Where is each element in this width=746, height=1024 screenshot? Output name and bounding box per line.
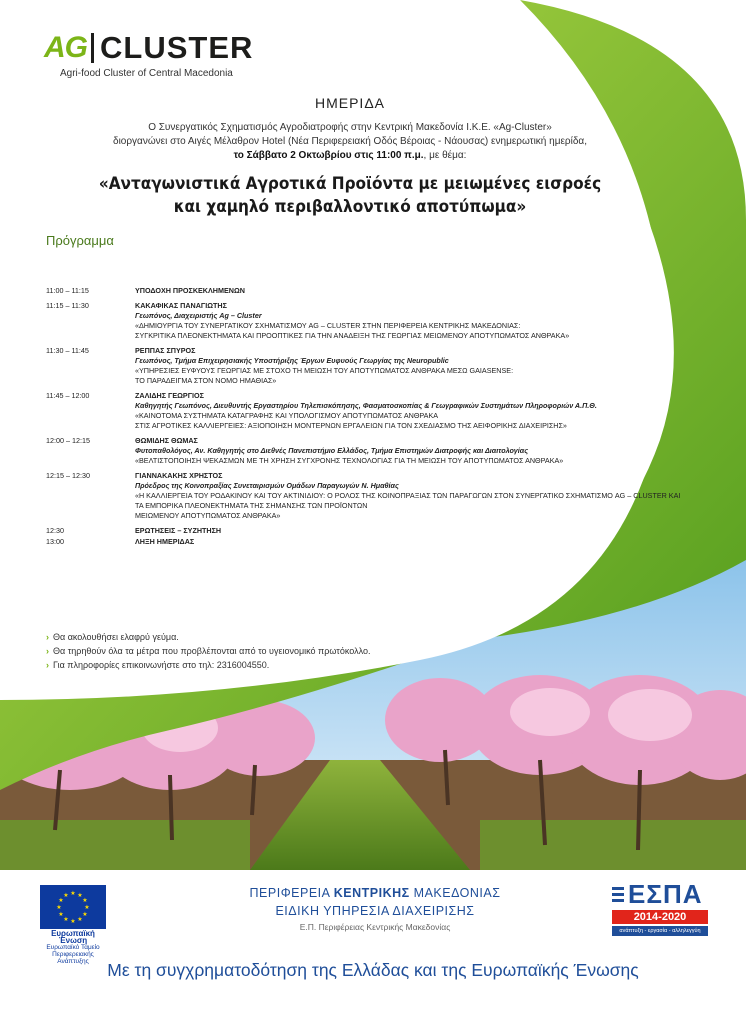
- operational-program: Ε.Π. Περιφέρειας Κεντρικής Μακεδονίας: [299, 922, 451, 932]
- schedule-name: ΓΙΑΝΝΑΚΑΚΗΣ ΧΡΗΣΤΟΣ: [135, 471, 223, 480]
- schedule-topic: «ΔΗΜΙΟΥΡΓΙΑ ΤΟΥ ΣΥΝΕΡΓΑΤΙΚΟΥ ΣΧΗΜΑΤΙΣΜΟΥ AG – CLUSTER ΣΤΗΝ ΠΕΡΙΦΕΡΕΙΑ ΚΕΝΤΡΙΚΗΣ ΜΑΚΕΔΟΝΙΑΣ:: [135, 321, 521, 330]
- schedule-role: Φυτοπαθολόγος, Αν. Καθηγητής στο Διεθνές Πανεπιστήμιο Ελλάδος, Τμήμα Επιστημών Διατροφής και Διαιτολογίας: [135, 446, 529, 455]
- eu-fund-line-1: Ευρωπαϊκό Ταμείο: [46, 944, 100, 951]
- headline-line-1: «Ανταγωνιστικά Αγροτικά Προϊόντα με μειωμένες εισροές: [98, 174, 602, 194]
- espa-logo: [612, 880, 708, 936]
- grass-strip-left: [0, 820, 250, 870]
- intro-suffix: , με θέμα:: [423, 150, 467, 161]
- schedule-row: [46, 537, 686, 547]
- grass-strip-right: [480, 820, 746, 870]
- logo-ag: AG: [44, 31, 87, 64]
- eu-flag-icon: [40, 885, 106, 929]
- intro-date: το Σάββατο 2 Οκτωβρίου στις 11:00 π.μ.: [233, 150, 424, 161]
- program-schedule: [46, 286, 686, 552]
- chevron-right-icon: ›: [46, 660, 49, 670]
- schedule-role: Καθηγητής Γεωπόνος, Διευθυντής Εργαστηρίου Τηλεπισκόπησης, Φασματοσκοπίας & Γεωγραφικών Συστημάτων Πληροφοριών Α.Π.Θ.: [135, 401, 597, 410]
- schedule-name: ΚΑΚΑΦΙΚΑΣ ΠΑΝΑΓΙΩΤΗΣ: [135, 301, 227, 310]
- event-title: ΗΜΕΡΙΔΑ: [314, 95, 386, 111]
- headline-line-2: και χαμηλό περιβαλλοντικό αποτύπωμα»: [173, 197, 527, 217]
- logo-divider: [91, 33, 94, 63]
- schedule-topic: «ΥΠΗΡΕΣΙΕΣ ΕΥΦΥΟΥΣ ΓΕΩΡΓΙΑΣ ΜΕ ΣΤΟΧΟ ΤΗ ΜΕΙΩΣΗ ΤΟΥ ΑΠΟΤΥΠΩΜΑΤΟΣ ΑΝΘΡΑΚΑ ΜΕΣΩ GAIASENSE:: [135, 366, 514, 375]
- svg-text:★: ★: [56, 904, 62, 911]
- schedule-topic: ΣΥΓΚΡΙΤΙΚΑ ΠΛΕΟΝΕΚΤΗΜΑΤΑ ΚΑΙ ΠΡΟΟΠΤΙΚΕΣ ΓΙΑ ΤΗΝ ΑΝΑΔΕΙΞΗ ΤΗΣ ΓΕΩΡΓΙΑΣ ΜΕΙΩΜΕΝΟΥ ΑΠΟΤΥΠΩΜΑΤΟΣ ΑΝΘΡΑΚΑ»: [135, 331, 570, 340]
- schedule-topic: «Η ΚΑΛΛΙΕΡΓΕΙΑ ΤΟΥ ΡΟΔΑΚΙΝΟΥ ΚΑΙ ΤΟΥ ΑΚΤΙΝΙΔΙΟΥ: Ο ΡΟΛΟΣ ΤΗΣ ΚΟΙΝΟΠΡΑΞΙΑΣ ΤΩΝ ΠΑΡΑΓΩΓΩΝ ΣΤΟΝ ΣΥΝΕΡΓΑΤΙΚΟ ΣΧΗΜΑΤΙΣΜΟ AG – CLUSTER ΚΑΙ ΤΑ ΕΜΠΟΡΙΚΑ ΠΛΕΟΝΕΚΤΗΜΑΤΑ ΤΗΣ ΣΗΜΑΝΣΗΣ ΤΩΝ ΠΡΟΪΟΝΤΩΝ: [135, 491, 681, 510]
- region-post: ΜΑΚΕΔΟΝΙΑΣ: [409, 886, 501, 900]
- svg-text:★: ★: [63, 916, 69, 923]
- region-name: [210, 886, 540, 900]
- schedule-row: [46, 436, 686, 466]
- svg-text:★: ★: [70, 890, 76, 897]
- schedule-row: [46, 526, 686, 536]
- schedule-time: 13:00: [46, 537, 64, 546]
- intro-line-2: διοργανώνει στο Αιγές Μέλαθρον Hotel (Νέα Περιφερειακή Οδός Βέροιας - Νάουσας) ενημερωτική ημερίδα,: [113, 136, 587, 147]
- intro-line-3: [40, 149, 660, 163]
- schedule-topic: ΜΕΙΩΜΕΝΟΥ ΑΠΟΤΥΠΩΜΑΤΟΣ ΑΝΘΡΑΚΑ»: [135, 511, 281, 520]
- region-bold: ΚΕΝΤΡΙΚΗΣ: [333, 886, 410, 900]
- svg-text:★: ★: [58, 911, 64, 918]
- svg-text:★: ★: [63, 892, 69, 899]
- svg-text:★: ★: [84, 904, 90, 911]
- logo-subtitle: Agri-food Cluster of Central Macedonia: [60, 68, 233, 79]
- schedule-row: [46, 301, 686, 341]
- schedule-role: Γεωπόνος, Τμήμα Επιχειρησιακής Υποστήριξης Έργων Ευφυούς Γεωργίας της Neuropublic: [135, 356, 449, 365]
- ag-cluster-logo: [44, 28, 253, 68]
- logo-cluster: CLUSTER: [100, 30, 254, 65]
- schedule-time: 11:00 – 11:15: [46, 286, 89, 295]
- event-intro: [40, 121, 660, 163]
- svg-text:★: ★: [82, 911, 88, 918]
- schedule-time: 12:00 – 12:15: [46, 436, 90, 445]
- svg-text:★: ★: [77, 916, 83, 923]
- schedule-name: ΛΗΞΗ ΗΜΕΡΙΔΑΣ: [135, 537, 195, 546]
- schedule-name: ΖΑΛΙΔΗΣ ΓΕΩΡΓΙΟΣ: [135, 391, 204, 400]
- espa-flag-icon: [612, 887, 624, 905]
- note-text: Για πληροφορίες επικοινωνήστε στο τηλ: 2316004550.: [53, 660, 270, 670]
- espa-title-text: ΕΣΠΑ: [628, 879, 703, 909]
- note-text: Θα ακολουθήσει ελαφρύ γεύμα.: [53, 632, 179, 642]
- schedule-row: [46, 471, 686, 521]
- svg-text:★: ★: [58, 897, 64, 904]
- event-headline: [40, 173, 660, 219]
- schedule-name: ΕΡΩΤΗΣΕΙΣ – ΣΥΖΗΤΗΣΗ: [135, 526, 222, 535]
- schedule-topic: ΣΤΙΣ ΑΓΡΟΤΙΚΕΣ ΚΑΛΛΙΕΡΓΕΙΕΣ: ΑΞΙΟΠΟΙΗΣΗ ΜΟΝΤΕΡΝΩΝ ΕΡΓΑΛΕΙΩΝ ΓΙΑ ΤΟΝ ΣΧΕΔΙΑΣΜΟ ΤΗΣ ΑΕΙΦΟΡΙΚΗΣ ΔΙΑΧΕΙΡΙΣΗΣ»: [135, 421, 567, 430]
- schedule-name: ΘΩΜΙΔΗΣ ΘΩΜΑΣ: [135, 436, 198, 445]
- espa-years: 2014-2020: [612, 910, 708, 924]
- schedule-row: [46, 346, 686, 386]
- svg-text:★: ★: [82, 897, 88, 904]
- schedule-time: 12:30: [46, 526, 64, 535]
- cofunding-statement: Με τη συγχρηματοδότηση της Ελλάδας και της Ευρωπαϊκής Ένωσης: [107, 960, 639, 980]
- espa-tagline: ανάπτυξη - εργασία - αλληλεγγύη: [612, 926, 708, 936]
- svg-text:★: ★: [70, 918, 76, 925]
- program-label: Πρόγραμμα: [46, 233, 114, 248]
- managing-authority: ΕΙΔΙΚΗ ΥΠΗΡΕΣΙΑ ΔΙΑΧΕΙΡΙΣΗΣ: [275, 904, 475, 918]
- chevron-right-icon: ›: [46, 632, 49, 642]
- schedule-role: Γεωπόνος, Διαχειριστής Ag – Cluster: [135, 311, 262, 320]
- eu-label: Ευρωπαϊκή Ένωση: [51, 929, 95, 945]
- schedule-time: 11:30 – 11:45: [46, 346, 89, 355]
- eu-fund-line-2: Περιφερειακής Ανάπτυξης: [52, 951, 94, 965]
- note-item: [46, 630, 370, 644]
- schedule-time: 11:45 – 12:00: [46, 391, 90, 400]
- region-block: [210, 886, 540, 932]
- note-item: [46, 644, 370, 658]
- schedule-row: [46, 286, 686, 296]
- schedule-topic: «ΒΕΛΤΙΣΤΟΠΟΙΗΣΗ ΨΕΚΑΣΜΩΝ ΜΕ ΤΗ ΧΡΗΣΗ ΣΥΓΧΡΟΝΗΣ ΤΕΧΝΟΛΟΓΙΑΣ ΓΙΑ ΤΗ ΜΕΙΩΣΗ ΤΟΥ ΑΠΟΤΥΠΩΜΑΤΟΣ ΑΝΘΡΑΚΑ»: [135, 456, 564, 465]
- note-text: Θα τηρηθούν όλα τα μέτρα που προβλέπονται από το υγειονομικό πρωτόκολλο.: [53, 646, 371, 656]
- chevron-right-icon: ›: [46, 646, 49, 656]
- event-notes: [46, 630, 370, 672]
- schedule-row: [46, 391, 686, 431]
- schedule-role: Πρόεδρος της Κοινοπραξίας Συνεταιρισμών Ομάδων Παραγωγών Ν. Ημαθίας: [135, 481, 399, 490]
- schedule-time: 11:15 – 11:30: [46, 301, 89, 310]
- schedule-topic: «ΚΑΙΝΟΤΟΜΑ ΣΥΣΤΗΜΑΤΑ ΚΑΤΑΓΡΑΦΗΣ ΚΑΙ ΥΠΟΛΟΓΙΣΜΟΥ ΑΠΟΤΥΠΩΜΑΤΟΣ ΑΝΘΡΑΚΑ: [135, 411, 439, 420]
- note-item: [46, 658, 370, 672]
- svg-text:★: ★: [77, 892, 83, 899]
- intro-line-1: Ο Συνεργατικός Σχηματισμός Αγροδιατροφής στην Κεντρική Μακεδονία Ι.Κ.Ε. «Ag-Cluster»: [148, 122, 552, 133]
- schedule-topic: ΤΟ ΠΑΡΑΔΕΙΓΜΑ ΣΤΟΝ ΝΟΜΟ ΗΜΑΘΙΑΣ»: [135, 376, 277, 385]
- espa-title: [612, 880, 708, 908]
- schedule-name: ΡΕΠΠΑΣ ΣΠΥΡΟΣ: [135, 346, 196, 355]
- schedule-time: 12:15 – 12:30: [46, 471, 90, 480]
- region-pre: ΠΕΡΙΦΕΡΕΙΑ: [249, 886, 334, 900]
- schedule-name: ΥΠΟΔΟΧΗ ΠΡΟΣΚΕΚΛΗΜΕΝΩΝ: [135, 286, 245, 295]
